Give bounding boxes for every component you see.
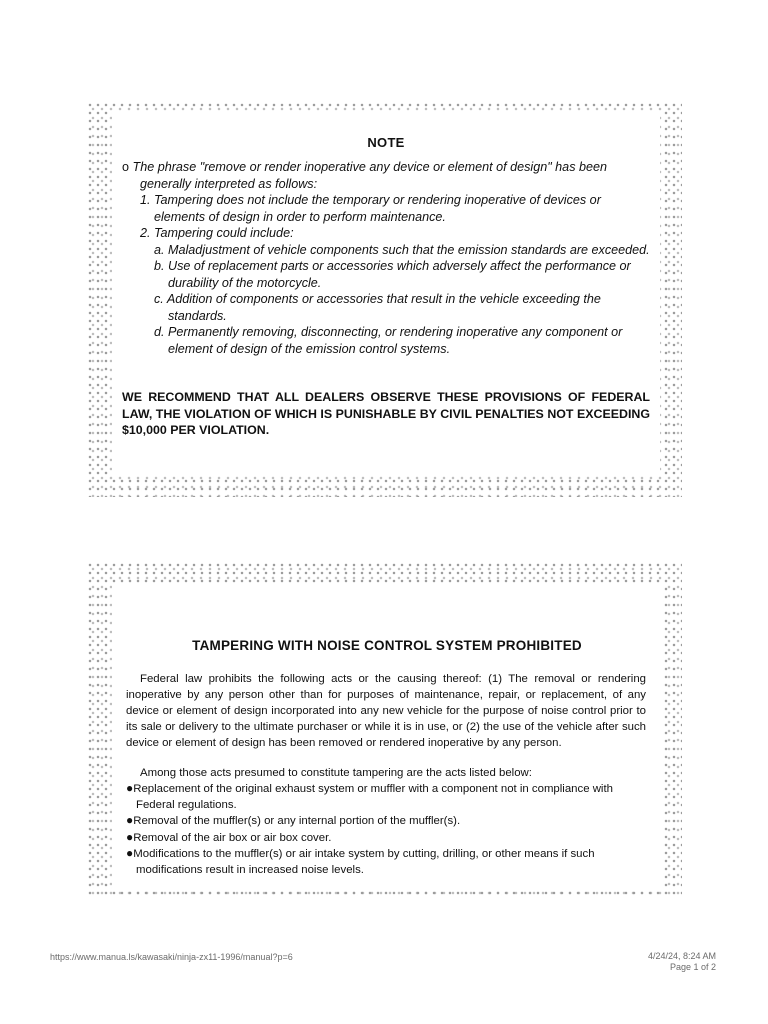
acts-intro-paragraph: Among those acts presumed to constitute tampering are the acts listed below: <box>140 767 532 779</box>
note-subitem-marker: b. <box>154 259 165 273</box>
bullet-icon: ● <box>126 846 134 860</box>
note-box <box>88 103 682 497</box>
note-subitem <box>122 242 650 259</box>
print-meta <box>648 951 716 973</box>
tampering-box <box>88 563 682 899</box>
note-item <box>122 225 650 242</box>
note-subitem-text: Maladjustment of vehicle components such that the emission standards are exceeded. <box>168 242 650 257</box>
note-subitem-text: Permanently removing, disconnecting, or rendering inoperative any component or element of design of the emission control systems. <box>168 325 623 356</box>
note-subitem <box>122 258 650 291</box>
page-number: Page 1 of 2 <box>669 962 716 972</box>
note-body <box>122 159 650 357</box>
note-box-content <box>112 111 660 475</box>
federal-law-paragraph: Federal law prohibits the following acts or the causing thereof: (1) The removal or rendering inoperative by any person other than for purposes of maintenance, repair, or replacement, of any device or element of design incorporated into any new vehicle for the purpose of noise control prior to its sale or delivery to the ultimate purchaser or while it is in use, or (2) the use of the vehicle after such device or element of design has been removed or rendered inoperative by any person. <box>126 673 646 749</box>
note-item-text: Tampering could include: <box>154 226 294 240</box>
note-subitem-marker: c. <box>154 292 164 306</box>
tampering-box-content <box>112 583 662 889</box>
tampering-acts-list <box>126 781 646 878</box>
tampering-title: TAMPERING WITH NOISE CONTROL SYSTEM PROHIBITED <box>192 638 582 653</box>
note-title: NOTE <box>367 135 405 150</box>
note-intro-text: The phrase "remove or render inoperative any device or element of design" has been generally interpreted as follows: <box>132 160 608 191</box>
list-item <box>126 813 646 830</box>
bullet-icon: ● <box>126 781 134 795</box>
list-item <box>126 846 646 878</box>
note-subitem <box>122 291 650 324</box>
note-subitem-text: Use of replacement parts or accessories which adversely affect the performance or durability of the motorcycle. <box>168 259 631 290</box>
list-item-text: Replacement of the original exhaust system or muffler with a component not in compliance with Federal regulations. <box>133 783 613 811</box>
list-item-text: Modifications to the muffler(s) or air intake system by cutting, drilling, or other means if such modifications result in increased noise levels. <box>133 848 595 876</box>
page-url[interactable]: https://www.manua.ls/kawasaki/ninja-zx11-1996/manual?p=6 <box>50 952 293 962</box>
note-item-text: Tampering does not include the temporary or rendering inoperative of devices or elements of design in order to perform maintenance. <box>154 193 601 224</box>
note-subitem-marker: a. <box>154 242 165 257</box>
bullet-icon: ● <box>126 813 134 827</box>
list-item <box>126 830 646 847</box>
note-item-marker: 1. <box>140 193 151 207</box>
list-item <box>126 781 646 813</box>
note-intro <box>122 159 650 192</box>
note-subitem <box>122 324 650 357</box>
note-intro-marker: o <box>122 160 130 174</box>
note-subitem-marker: d. <box>154 325 165 339</box>
list-item-text: Removal of the air box or air box cover. <box>133 831 332 844</box>
bullet-icon: ● <box>126 829 134 844</box>
note-item <box>122 192 650 225</box>
note-subitem-text: Addition of components or accessories that result in the vehicle exceeding the standards. <box>166 292 601 323</box>
note-item-marker: 2. <box>140 226 151 240</box>
federal-law-warning: WE RECOMMEND THAT ALL DEALERS OBSERVE THESE PROVISIONS OF FEDERAL LAW, THE VIOLATION OF WHICH IS PUNISHABLE BY CIVIL PENALTIES NOT EXCEEDING $10,000 PER VIOLATION. <box>122 390 650 437</box>
print-datetime: 4/24/24, 8:24 AM <box>647 951 716 961</box>
list-item-text: Removal of the muffler(s) or any internal portion of the muffler(s). <box>133 815 461 827</box>
